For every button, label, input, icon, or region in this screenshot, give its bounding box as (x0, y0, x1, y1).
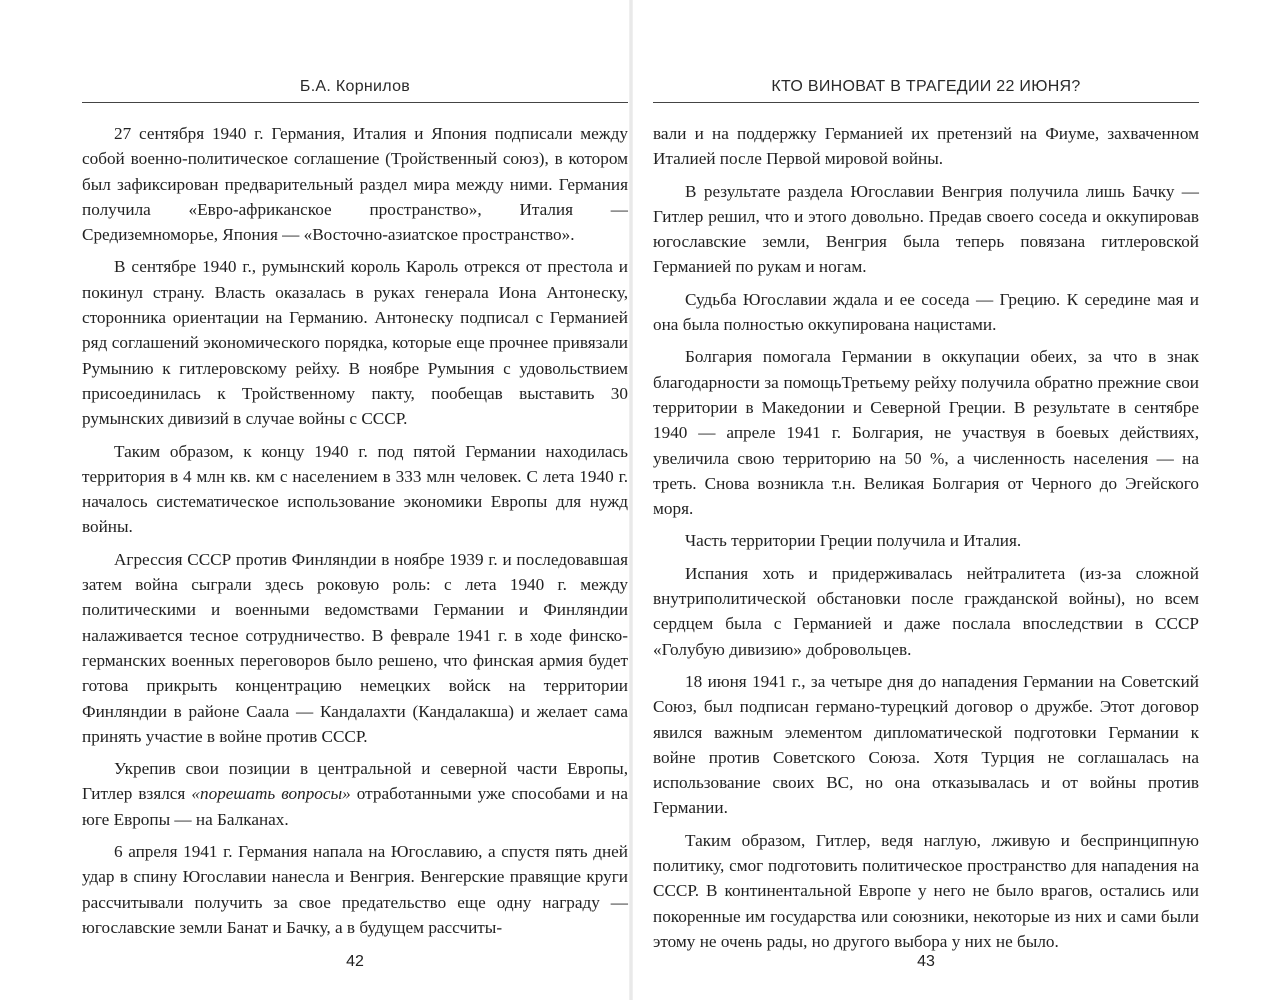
paragraph-continuation: вали и на поддержку Германией их претензий на Фиуме, захваченном Италией после Первой мировой войны. (653, 124, 1199, 169)
page-number: 42 (346, 953, 364, 970)
paragraph-with-emphasis (82, 756, 628, 832)
paragraph: Болгария помогала Германии в оккупации обеих, за что в знак благодарности за помощьТретьему рейху получила обратно прежние свои территории в Македонии и Северной Греции. В результате в сентябре 1940 — апреле 1941 г. Болгария, не участвуя в боевых действиях, увеличила свою территорию на 50 %, а численность населения — на треть. Снова возникла т.н. Великая Болгария от Черного до Эгейского моря. (653, 347, 1199, 519)
left-page-body (82, 121, 628, 947)
emphasis-text: «порешать вопросы» (191, 784, 351, 804)
running-head-title: КТО ВИНОВАТ В ТРАГЕДИИ 22 ИЮНЯ? (771, 78, 1081, 95)
header-rule (82, 102, 628, 103)
paragraph: В результате раздела Югославии Венгрия получила лишь Бачку — Гитлер решил, что и этого довольно. Предав своего соседа и оккупировав югославские земли, Венгрия была теперь повязана гитлеровской Германией по рукам и ногам. (653, 181, 1199, 277)
paragraph: Испания хоть и придерживалась нейтралитета (из-за сложной внутриполитической обстановки после гражданской войны), но всем сердцем была с Германией и даже послала впоследствии в СССР «Голубую дивизию» добровольцев. (653, 563, 1199, 659)
paragraph: Судьба Югославии ждала и ее соседа — Грецию. К середине мая и она была полностью оккупирована нацистами. (653, 289, 1199, 335)
paragraph: 27 сентября 1940 г. Германия, Италия и Япония подписали между собой военно-политическое соглашение (Тройственный союз), в котором был зафиксирован предварительный раздел мира между ними. Германия получила «Евро-африканское пространство», Италия — Средиземноморье, Япония — «Восточно-азиатское пространство». (82, 124, 628, 245)
right-page (631, 0, 1262, 1000)
page-number: 43 (917, 953, 935, 970)
running-head-author: Б.А. Корнилов (299, 78, 411, 95)
right-page-body (653, 121, 1199, 961)
paragraph-text: отработанными уже способами и на юге Европы — на Балканах. (82, 784, 629, 829)
paragraph: Часть территории Греции получила и Италия. (685, 531, 1022, 551)
paragraph-text: Укрепив свои позиции в центральной и северной части Европы, Гитлер взялся (82, 759, 628, 804)
paragraph: 18 июня 1941 г., за четыре дня до нападения Германии на Советский Союз, был подписан германо-турецкий договор о дружбе. Этот договор явился важным элементом дипломатической подготовки Германии к войне против Советского Союза. Хотя Турция не соглашалась на использование своих ВС, но она отказывалась и от войны против Германии. (653, 671, 1199, 818)
paragraph: Таким образом, к концу 1940 г. под пятой Германии находилась территория в 4 млн кв. км с населением в 333 млн человек. С лета 1940 г. началось систематическое использование экономики Европы для нужд войны. (82, 441, 628, 537)
header-rule (653, 102, 1199, 103)
paragraph: Таким образом, Гитлер, ведя наглую, лживую и беспринципную политику, смог подготовить политическое пространство для нападения на СССР. В континентальной Европе у него не было врагов, остались или покоренные им государства или союзники, некоторые из них и сами были этому не очень рады, но другого выбора у них не было. (653, 830, 1199, 951)
paragraph: Агрессия СССР против Финляндии в ноябре 1939 г. и последовавшая затем война сыграли здесь роковую роль: с лета 1940 г. между политическими и военными ведомствами Германии и Финляндии налаживается тесное сотрудничество. В феврале 1941 г. в ходе финско-германских военных переговоров было решено, что финская армия будет готова прикрыть концентрацию немецких войск на территории Финляндии в районе Саала — Кандалахти (Кандалакша) и желает сама принять участие в войне против СССР. (82, 549, 628, 746)
paragraph: В сентябре 1940 г., румынский король Кароль отрекся от престола и покинул страну. Власть оказалась в руках генерала Иона Антонеску, сторонника ориентации на Германию. Антонеску подписал с Германией ряд соглашений экономического порядка, которые еще прочнее привязали Румынию к гитлеровскому рейху. В ноябре Румыния с удовольствием присоединилась к Тройственному пакту, пообещав выставить 30 румынских дивизий в случае войны с СССР. (82, 257, 628, 429)
paragraph: 6 апреля 1941 г. Германия напала на Югославию, а спустя пять дней удар в спину Югославии нанесла и Венгрия. Венгерские правящие круги рассчитывали получить за свое предательство еще одну награду — югославские земли Банат и Бачку, а в будущем рассчиты- (82, 842, 628, 937)
